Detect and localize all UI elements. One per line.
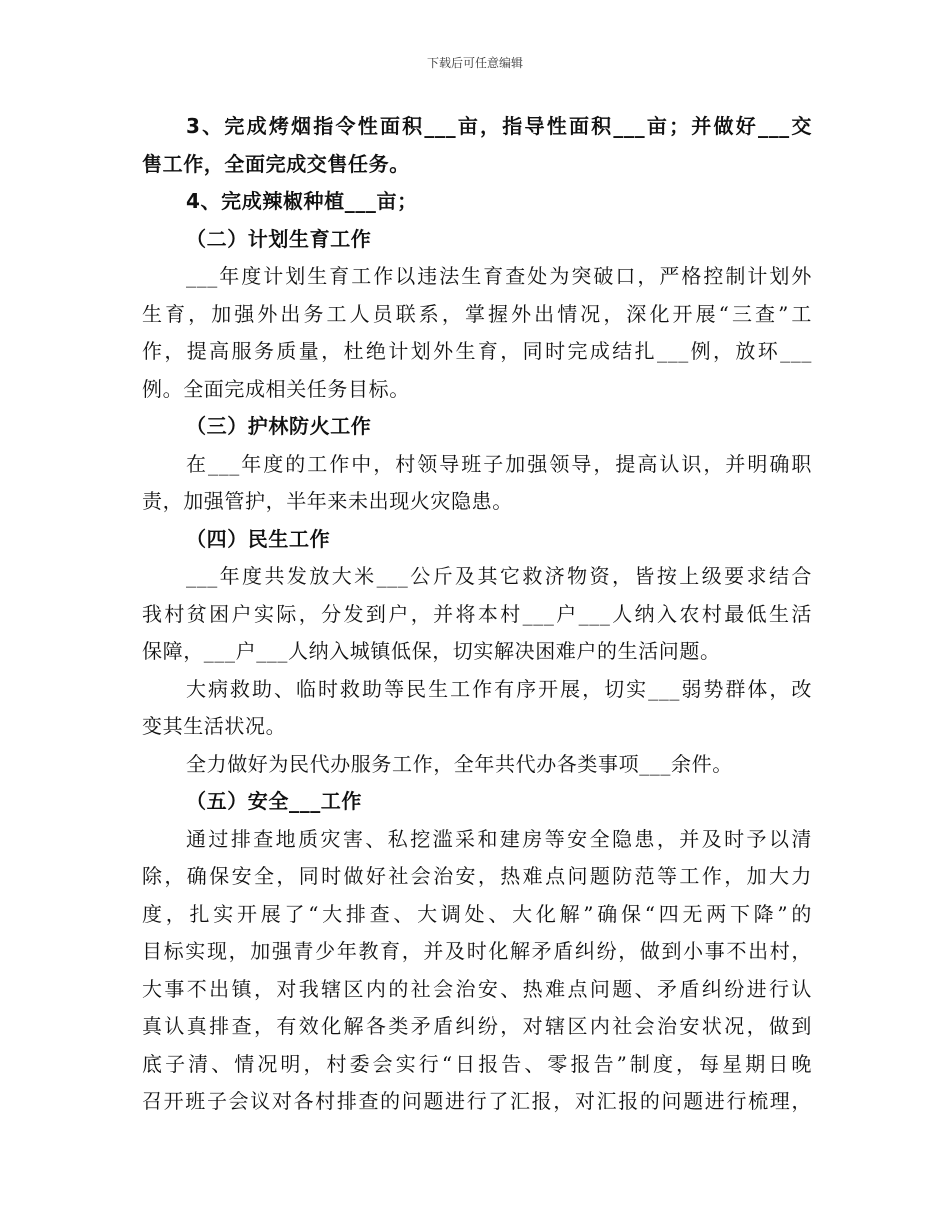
section-heading: （二）计划生育工作 bbox=[186, 226, 372, 251]
paragraph-line: 目标实现，加强青少年教育，并及时化解矛盾纠纷，做到小事不出村， bbox=[142, 939, 812, 963]
page-header: 下载后可任意编辑 bbox=[426, 56, 523, 70]
paragraph-line: 大病救助、临时救助等民生工作有序开展，切实___弱势群体，改 bbox=[186, 676, 812, 701]
paragraph-line: 真认真排查，有效化解各类矛盾纠纷，对辖区内社会治安状况，做到 bbox=[142, 1014, 812, 1038]
paragraph-line: 责，加强管护，半年来未出现火灾隐患。 bbox=[142, 489, 513, 513]
paragraph-line: 大事不出镇，对我辖区内的社会治安、热难点问题、矛盾纠纷进行认 bbox=[142, 976, 812, 1001]
paragraph-line: ___年度计划生育工作以违法生育查处为突破口，严格控制计划外 bbox=[186, 264, 812, 288]
paragraph-line: 3、完成烤烟指令性面积___亩，指导性面积___亩；并做好___交 bbox=[186, 114, 812, 138]
paragraph-line: 底子清、情况明，村委会实行“日报告、零报告”制度，每星期日晚 bbox=[142, 1051, 812, 1076]
paragraph-line: 我村贫困户实际，分发到户，并将本村___户___人纳入农村最低生活 bbox=[142, 601, 812, 626]
paragraph-line: 召开班子会议对各村排查的问题进行了汇报，对汇报的问题进行梳理， bbox=[142, 1089, 812, 1113]
paragraph-line: 通过排查地质灾害、私挖滥采和建房等安全隐患，并及时予以清 bbox=[186, 826, 812, 851]
paragraph-line: 全力做好为民代办服务工作，全年共代办各类事项___余件。 bbox=[186, 751, 733, 776]
paragraph-line: 例。全面完成相关任务目标。 bbox=[142, 376, 410, 401]
section-heading: （三）护林防火工作 bbox=[186, 414, 372, 438]
paragraph-line: 除，确保安全，同时做好社会治安，热难点问题防范等工作，加大力 bbox=[142, 864, 812, 888]
section-heading: （四）民生工作 bbox=[186, 526, 331, 551]
paragraph-line: 在___年度的工作中，村领导班子加强领导，提高认识，并明确职 bbox=[186, 451, 812, 476]
section-heading: （五）安全___工作 bbox=[186, 789, 362, 813]
paragraph-line: 4、完成辣椒种植___亩； bbox=[186, 189, 418, 213]
paragraph-line: 变其生活状况。 bbox=[142, 714, 287, 738]
paragraph-line: ___年度共发放大米___公斤及其它救济物资，皆按上级要求结合 bbox=[186, 564, 812, 588]
paragraph-line: 生育，加强外出务工人员联系，掌握外出情况，深化开展“三查”工 bbox=[142, 301, 812, 326]
paragraph-line: 作，提高服务质量，杜绝计划外生育，同时完成结扎___例，放环___ bbox=[142, 339, 812, 363]
paragraph-line: 售工作，全面完成交售任务。 bbox=[142, 151, 410, 176]
paragraph-line: 度，扎实开展了“大排查、大调处、大化解”确保“四无两下降”的 bbox=[142, 901, 812, 926]
document-body bbox=[142, 108, 812, 1121]
paragraph-line: 保障，___户___人纳入城镇低保，切实解决困难户的生活问题。 bbox=[142, 639, 721, 663]
